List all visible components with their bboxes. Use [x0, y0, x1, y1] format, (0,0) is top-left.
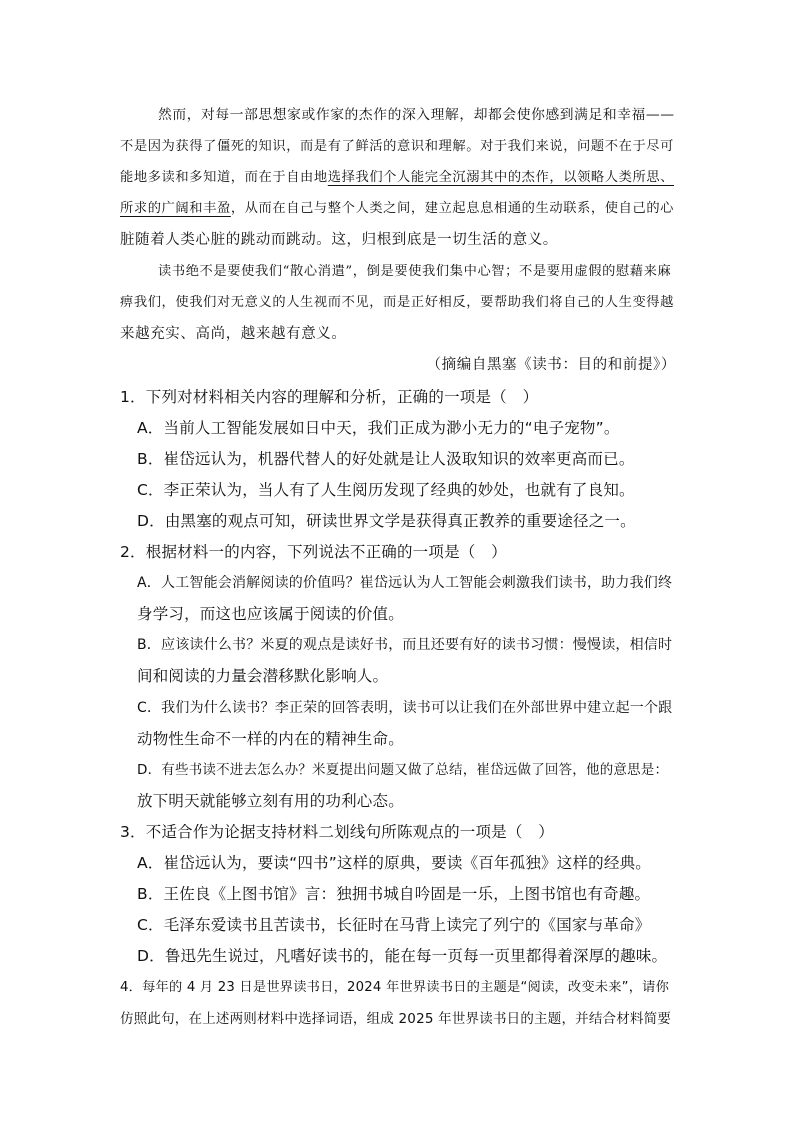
- option-c: C．我们为什么读书？李正荣的回答表明，读书可以让我们在外部世界中建立起一个跟: [137, 700, 673, 716]
- passage-line: 来越充实、高尚，越来越有意义。: [120, 326, 347, 342]
- option-c: C．毛泽东爱读书且苦读书，长征时在马背上读完了列宁的《国家与革命》: [137, 916, 651, 934]
- option-a: A．崔岱远认为，要读“四书”这样的原典，要读《百年孤独》这样的经典。: [137, 854, 651, 872]
- option-b-cont: 间和阅读的力量会潜移默化影响人。: [137, 667, 389, 685]
- option-b: B．崔岱远认为，机器代替人的好处就是让人汲取知识的效率更高而已。: [137, 450, 635, 468]
- option-b: B．王佐良《上图书馆》言：独拥书城自吟固是一乐，上图书馆也有奇趣。: [137, 885, 651, 903]
- passage-line: 痹我们，使我们对无意义的人生视而不见，而是正好相反，要帮助我们将自己的人生变得越: [120, 295, 675, 310]
- passage-line: 不是因为获得了僵死的知识，而是有了鲜活的意识和理解。对于我们来说，问题不在于尽可: [120, 139, 675, 154]
- passage-line: 脏随着人类心脏的跳动而跳动。这，归根到底是一切生活的意义。: [120, 232, 558, 248]
- underlined-sentence: 所求的广阔和丰盈: [120, 201, 231, 216]
- question-stem: 2．根据材料一的内容，下列说法不正确的一项是（ ）: [120, 543, 507, 561]
- question-stem-cont: 仿照此句，在上述两则材料中选择词语，组成 2025 年世界读书日的主题，并结合材料简要: [120, 1011, 672, 1027]
- option-a-cont: 身学习，而这也应该属于阅读的价值。: [137, 605, 404, 623]
- option-b: B．应该读什么书？米夏的观点是读好书，而且还要有好的读书习惯：慢慢读，相信时: [137, 637, 673, 653]
- passage-text: ，从而在自己与整个人类之间，建立起息息相通的生动联系，使自己的心: [230, 201, 675, 216]
- passage-line: 读书绝不是要使我们“散心消遣”，倒是要使我们集中心智；不是要用虚假的慰藉来麻: [158, 264, 672, 279]
- option-d: D．由黑塞的观点可知，研读世界文学是获得真正教养的重要途径之一。: [137, 512, 636, 530]
- option-a: A．人工智能会消解阅读的价值吗？崔岱远认为人工智能会刺激我们读书，助力我们终: [137, 575, 673, 591]
- option-d-cont: 放下明天就能够立刻有用的功利心态。: [137, 792, 404, 810]
- passage-line: 然而，对每一部思想家或作家的杰作的深入理解，却都会使你感到满足和幸福——: [158, 107, 675, 123]
- option-c: C．李正荣认为，当人有了人生阅历发现了经典的妙处，也就有了良知。: [137, 481, 635, 499]
- passage-text: 能地多读和多知道，而在于自由地: [120, 170, 328, 185]
- passage-source: （摘编自黑塞《读书：目的和前提》）: [426, 357, 676, 373]
- option-a: A．当前人工智能发展如日中天，我们正成为渺小无力的“电子宠物”。: [137, 419, 620, 437]
- option-d: D．有些书读不进去怎么办？米夏提出问题又做了总结，崔岱远做了回答，他的意思是：: [137, 762, 669, 778]
- option-d: D．鲁迅先生说过，凡嗜好读书的，能在每一页每一页里都得着深厚的趣味。: [137, 947, 668, 965]
- question-stem: 4．每年的 4 月 23 日是世界读书日，2024 年世界读书日的主题是“阅读，改变未来”，请你: [120, 980, 670, 995]
- passage-line: [120, 167, 674, 189]
- question-stem: 1．下列对材料相关内容的理解和分析，正确的一项是（ ）: [120, 388, 539, 406]
- option-c-cont: 动物性生命不一样的内在的精神生命。: [137, 730, 404, 748]
- passage-line: [120, 198, 674, 220]
- question-stem: 3．不适合作为论据支持材料二划线句所陈观点的一项是（ ）: [120, 823, 554, 841]
- underlined-sentence: 选择我们个人能完全沉溺其中的杰作，以领略人类所思、: [327, 170, 675, 185]
